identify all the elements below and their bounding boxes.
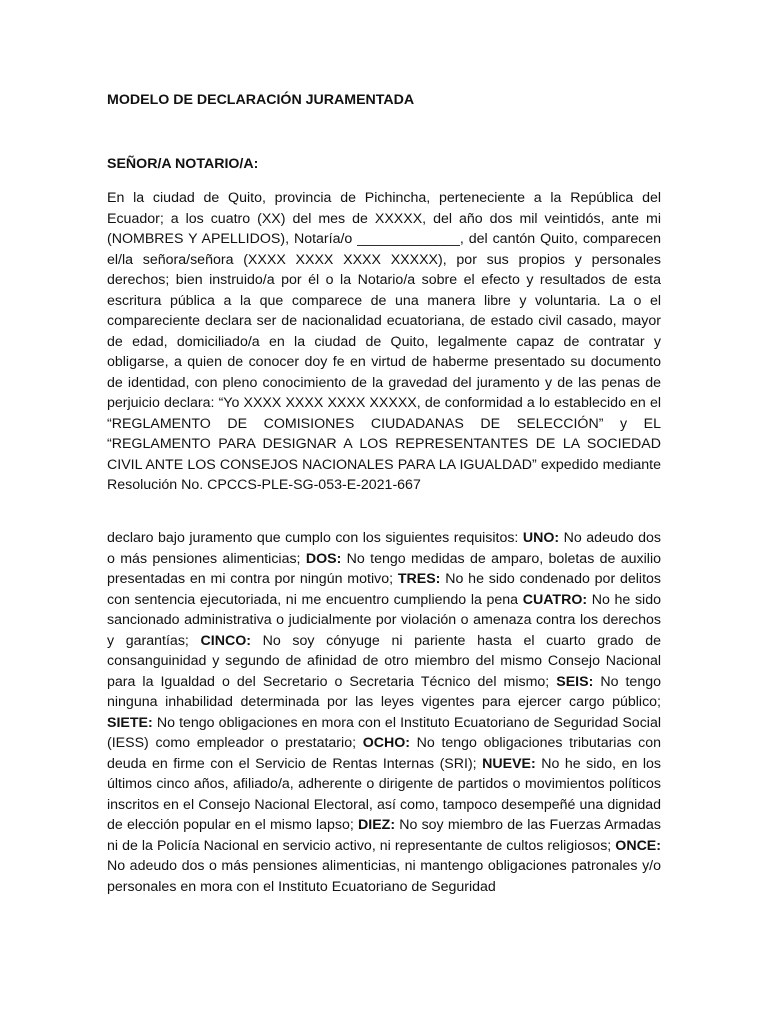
item-text-tres: No he sido condenado por delitos con sentencia ejecutoriada, ni me encuentro cumpliendo la pena [107,571,661,608]
item-label-nueve: NUEVE: [482,755,536,772]
item-text-siete: No tengo obligaciones en mora con el Instituto Ecuatoriano de Seguridad Social (IESS) como empleador o prestatario; [107,714,661,751]
item-label-siete: SIETE: [107,714,153,731]
intro-paragraph: En la ciudad de Quito, provincia de Pichincha, perteneciente a la República del Ecuador; a los cuatro (XX) del mes de XXXXX, del año dos mil veintidós, ante mi (NOMBRES Y APELLIDOS), Notaría/o _____________, del cantón Quito, comparecen el/la señora/señora (XXXX XXXX XXXX XXXXX), por sus propios y personales derechos; bien instruido/a por él o la Notario/a sobre el efecto y resultados de esta escritura pública a la que comparece de una manera libre y voluntaria. La o el compareciente declara ser de nacionalidad ecuatoriana, de estado civil casado, mayor de edad, domiciliado/a en la ciudad de Quito, legalmente capaz de contratar y obligarse, a quien de conocer doy fe en virtud de haberme presentado su documento de identidad, con pleno conocimiento de la gravedad del juramento y de las penas de perjuicio declara: “Yo XXXX XXXX XXXX XXXXX, de conformidad a lo establecido en el “REGLAMENTO DE COMISIONES CIUDADANAS DE SELECCIÓN” y EL “REGLAMENTO PARA DESIGNAR A LOS REPRESENTANTES DE LA SOCIEDAD CIVIL ANTE LOS CONSEJOS NACIONALES PARA LA IGUALDAD” expedido mediante Resolución No. CPCCS-PLE-SG-053-E-2021-667 [107,190,661,493]
item-label-once: ONCE: [615,837,661,854]
salutation: SEÑOR/A NOTARIO/A: [107,156,259,172]
document-title: MODELO DE DECLARACIÓN JURAMENTADA [107,92,415,108]
item-label-cuatro: CUATRO: [522,591,588,608]
declaration-lead: declaro bajo juramento que cumplo con los siguientes requisitos: [107,530,523,546]
item-text-diez: No soy miembro de las Fuerzas Armadas ni de la Policía Nacional en servicio activo, ni representante de cultos religiosos; [107,817,661,854]
declaration-paragraph [107,528,661,897]
item-text-ocho: No tengo obligaciones tributarias con deuda en firme con el Servicio de Rentas Internas (SRI); [107,735,661,772]
item-label-diez: DIEZ: [358,817,396,833]
document-page [107,89,662,895]
item-text-dos: No tengo medidas de amparo, boletas de auxilio presentadas en mi contra por ningún motivo; [107,550,661,587]
item-text-once: No adeudo dos o más pensiones alimenticias, ni mantengo obligaciones patronales y/o personales en mora con el Instituto Ecuatoriano de Seguridad [107,858,661,895]
item-text-cinco: No soy cónyuge ni pariente hasta el cuarto grado de consanguinidad y segundo de afinidad de otro miembro del mismo Consejo Nacional para la Igualdad o del Secretario o Secretaria Técnico del mismo; [107,632,661,690]
item-text-uno: No adeudo dos o más pensiones alimenticias; [107,530,661,567]
item-text-seis: No tengo ninguna inhabilidad determinada por las leyes vigentes para ejercer cargo público; [107,673,661,710]
item-text-cuatro: No he sido sancionado administrativa o judicialmente por violación o amenaza contra los derechos y garantías; [107,591,661,649]
item-label-ocho: OCHO: [362,735,410,751]
item-label-uno: UNO: [522,530,560,546]
item-label-seis: SEIS: [556,673,594,690]
item-text-nueve: No he sido, en los últimos cinco años, afiliado/a, adherente o dirigente de partidos o movimientos políticos inscritos en el Consejo Nacional Electoral, así como, tampoco desempeñé una dignidad de elección popular en el mismo lapso; [107,755,662,833]
item-label-tres: TRES: [397,571,441,587]
item-label-cinco: CINCO: [200,632,251,649]
item-label-dos: DOS: [305,550,342,567]
